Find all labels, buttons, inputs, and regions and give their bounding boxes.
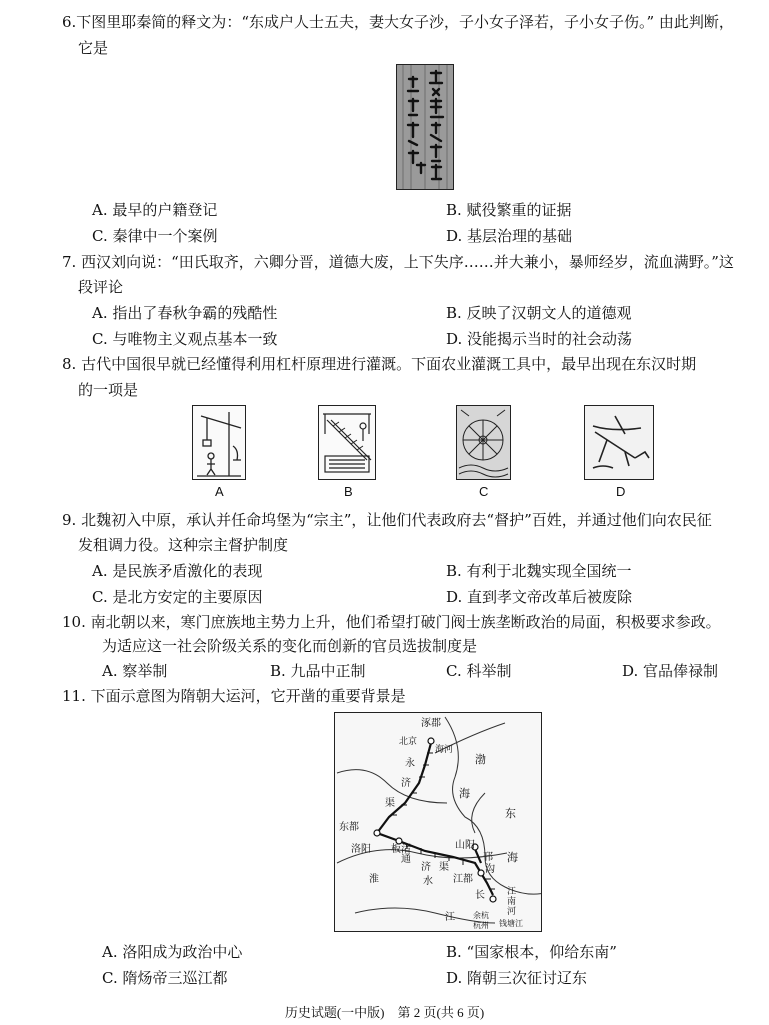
map-label-he: 河 [507, 907, 517, 917]
q10-option-d: D. 官品俸禄制 [622, 662, 719, 680]
map-label-yong: 永 [405, 758, 415, 769]
map-label-luoyang: 洛阳 [351, 844, 371, 855]
map-label-ji: 济 [401, 778, 411, 789]
map-label-nan: 南 [507, 897, 517, 907]
q11-option-b: B. “国家根本，仰给东南” [446, 943, 617, 961]
page-footer: 历史试题(一中版) 第 2 页(共 6 页) [284, 1005, 485, 1020]
q11-option-d: D. 隋朝三次征讨辽东 [446, 969, 588, 987]
map-label-jiangdu: 江都 [453, 874, 473, 885]
map-label-qiantangjiang: 钱塘江 [499, 919, 523, 928]
q10-stem-line1: 10. 南北朝以来，寒门庶族地主势力上升，他们希望打破门阀士族垄断政治的局面，积极要求参政。 [62, 613, 721, 631]
q11-stem-line1: 11. 下面示意图为隋朝大运河，它开凿的重要背景是 [62, 687, 406, 705]
q7-option-a: A. 指出了春秋争霸的残酷性 [92, 304, 278, 322]
map-label-yuhang: 余杭 [473, 911, 489, 920]
map-label-hai1: 海 [459, 787, 470, 800]
q6-option-b: B. 赋役繁重的证据 [446, 201, 572, 219]
map-label-hai2: 海 [507, 851, 518, 864]
map-label-shanyang: 山阳 [455, 840, 475, 851]
q6-option-a: A. 最早的户籍登记 [92, 201, 218, 219]
qin-bamboo-slip-image [396, 64, 454, 190]
q10-option-c: C. 科举制 [446, 662, 512, 680]
q7-option-c: C. 与唯物主义观点基本一致 [92, 330, 278, 348]
tool-a-label: A [215, 484, 224, 499]
irrigation-tool-b-image [318, 405, 376, 480]
map-label-dongdu: 东都 [339, 822, 359, 833]
q6-stem-line1: 6.下图里耶秦简的释文为：“东成户人士五夫，妻大女子沙，子小女子泽若，子小女子伤。” 由此判断， [62, 13, 734, 31]
map-label-gou: 沟 [485, 864, 495, 875]
map-label-banzhu: 板渚 [391, 844, 411, 855]
map-label-ji2: 济 [421, 862, 431, 873]
map-label-qu2: 渠 [439, 862, 449, 873]
q8-stem-line1: 8. 古代中国很早就已经懂得利用杠杆原理进行灌溉。下面农业灌溉工具中，最早出现在东汉时期 [62, 355, 697, 373]
q9-option-a: A. 是民族矛盾激化的表现 [92, 562, 263, 580]
q8-stem-line2: 的一项是 [78, 381, 139, 399]
q7-option-b: B. 反映了汉朝文人的道德观 [446, 304, 632, 322]
q10-stem-line2: 为适应这一社会阶级关系的变化而创新的官员选拔制度是 [102, 637, 478, 655]
q9-option-b: B. 有利于北魏实现全国统一 [446, 562, 632, 580]
map-label-shui: 水 [423, 876, 433, 887]
map-label-qu: 渠 [385, 798, 395, 809]
q6-stem-line2: 它是 [78, 39, 109, 57]
q11-option-a: A. 洛阳成为政治中心 [102, 943, 243, 961]
q9-stem-line2: 发租调力役。这种宗主督护制度 [78, 536, 289, 554]
map-label-jiang: 江 [445, 912, 455, 923]
map-label-haihe: 海河 [435, 745, 454, 755]
irrigation-tool-a-image [192, 405, 246, 480]
map-label-han: 邗 [483, 852, 493, 863]
map-label-jiang2: 江 [507, 887, 517, 897]
q9-option-d: D. 直到孝文帝改革后被废除 [446, 588, 633, 606]
irrigation-tool-c-image [456, 405, 511, 480]
map-label-chang: 长 [475, 890, 485, 901]
map-label-beijing: 北京 [399, 737, 418, 747]
map-label-huai: 淮 [369, 874, 379, 885]
q7-stem-line1: 7. 西汉刘向说：“田氏取齐，六卿分晋，道德大废，上下失序……并大兼小，暴师经岁，流血满野。”这 [62, 253, 734, 271]
tool-d-label: D [616, 484, 626, 499]
q9-stem-line1: 9. 北魏初入中原，承认并任命坞堡为“宗主”，让他们代表政府去“督护”百姓，并通过他们向农民征 [62, 511, 712, 529]
map-label-hangzhou: 杭州 [473, 921, 489, 930]
sui-grand-canal-map [334, 712, 542, 932]
q10-option-b: B. 九品中正制 [270, 662, 366, 680]
q6-option-c: C. 秦律中一个案例 [92, 227, 218, 245]
q10-option-a: A. 察举制 [102, 662, 168, 680]
tool-b-label: B [344, 484, 353, 499]
q9-option-c: C. 是北方安定的主要原因 [92, 588, 263, 606]
map-label-dong: 东 [505, 807, 516, 820]
map-label-bo: 渤 [475, 753, 486, 766]
q6-option-d: D. 基层治理的基础 [446, 227, 573, 245]
map-label-tong: 通 [401, 854, 411, 865]
map-label-zhuojun: 涿郡 [421, 718, 441, 729]
q7-option-d: D. 没能揭示当时的社会动荡 [446, 330, 633, 348]
irrigation-tool-d-image [584, 405, 654, 480]
q7-stem-line2: 段评论 [78, 278, 124, 296]
q11-option-c: C. 隋炀帝三巡江都 [102, 969, 228, 987]
tool-c-label: C [479, 484, 489, 499]
